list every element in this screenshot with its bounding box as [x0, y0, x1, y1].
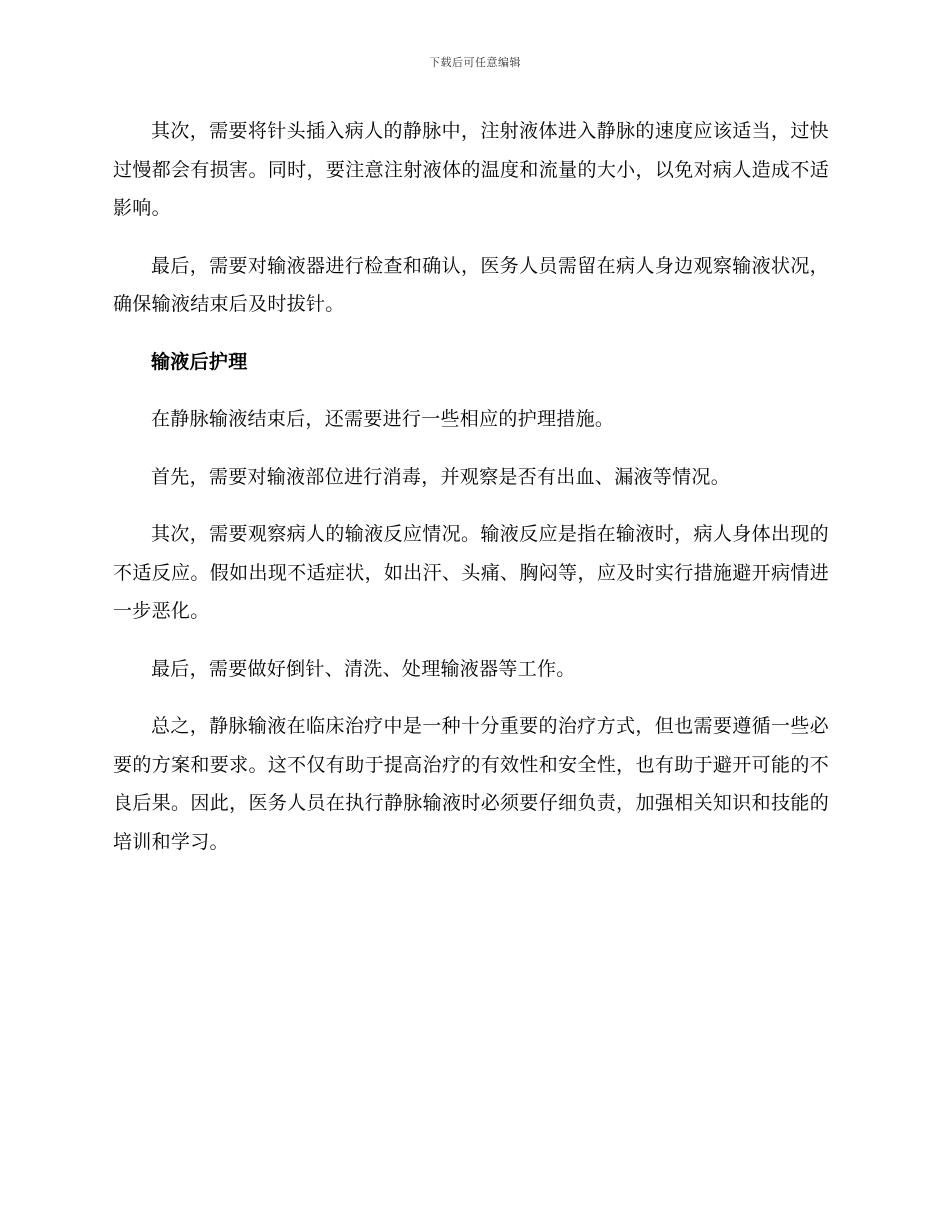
paragraph-care-intro: 在静脉输液结束后，还需要进行一些相应的护理措施。: [151, 408, 615, 430]
paragraph-reaction-observation: 其次，需要观察病人的输液反应情况。输液反应是指在输液时，病人身体出现的不适反应。假如出现不适症状，如出汗、头痛、胸闷等，应及时实行措施避开病情进一步恶化。: [113, 523, 829, 622]
paragraph-check-infusion: 最后，需要对输液器进行检查和确认，医务人员需留在病人身边观察输液状况，确保输液结束后及时拔针。: [113, 254, 829, 315]
paragraph-cleanup: 最后，需要做好倒针、清洗、处理输液器等工作。: [151, 657, 576, 680]
paragraph-disinfection: 首先，需要对输液部位进行消毒，并观察是否有出血、漏液等情况。: [151, 465, 731, 488]
section-heading-post-infusion-care: 输液后护理: [151, 350, 248, 373]
paragraph-injection: 其次，需要将针头插入病人的静脉中，注射液体进入静脉的速度应该适当，过快过慢都会有损害。同时，要注意注射液体的温度和流量的大小，以免对病人造成不适影响。: [113, 120, 829, 219]
page-header: 下载后可任意编辑: [429, 56, 521, 69]
paragraph-summary: 总之，静脉输液在临床治疗中是一种十分重要的治疗方式，但也需要遵循一些必要的方案和要求。这不仅有助于提高治疗的有效性和安全性，也有助于避开可能的不良后果。因此，医务人员在执行静脉输液时必须要仔细负责，加强相关知识和技能的培训和学习。: [113, 715, 829, 853]
document-body: [113, 112, 829, 880]
